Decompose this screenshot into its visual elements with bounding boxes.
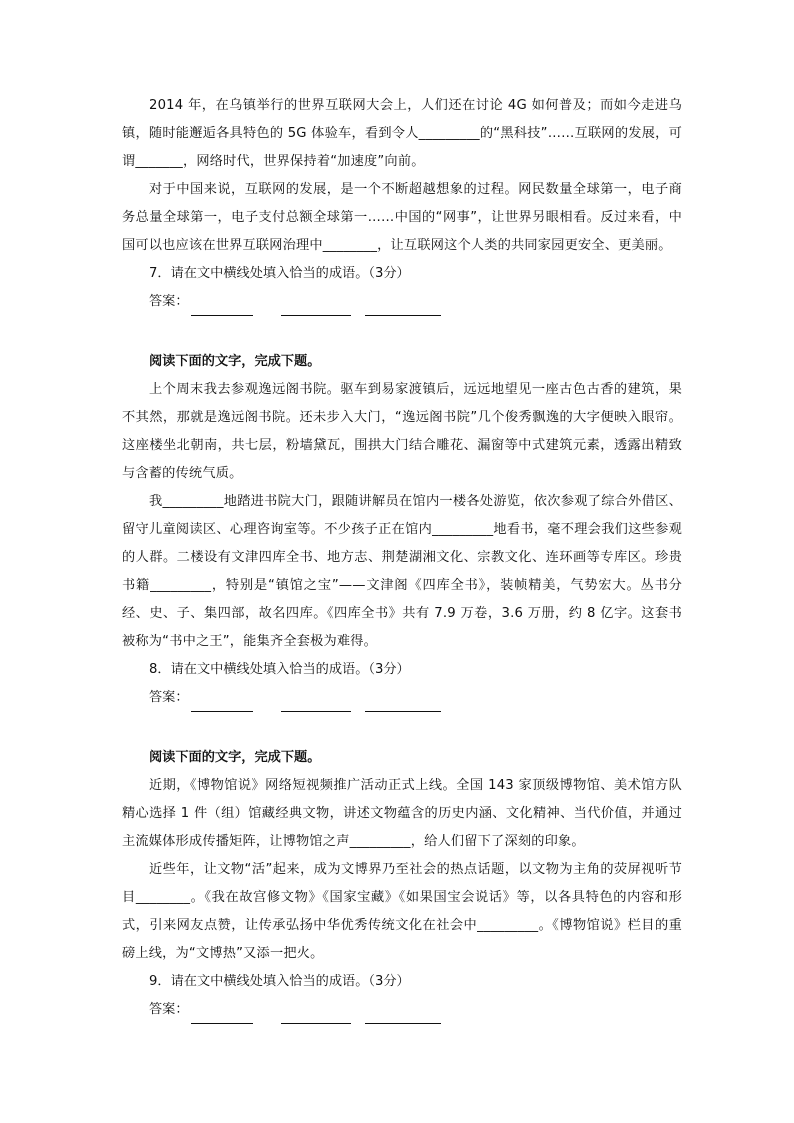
answer-blank-1[interactable] bbox=[191, 1005, 253, 1024]
answer-blank-3[interactable] bbox=[365, 1005, 441, 1024]
answer-blank-1[interactable] bbox=[191, 693, 253, 712]
passage-paragraph: 近些年，让文物“活”起来，成为文博界乃至社会的热点话题，以文物为主角的荧屏视听节目________。《我在故宫修文物》《国家宝藏》《如果国宝会说话》等，以各具特色的内容和形式，引来网友点赞，让传承弘扬中华优秀传统文化在社会中_________。《博物馆说》栏目的重磅上线，为“文博热”又添一把火。 bbox=[122, 862, 682, 961]
answer-label: 答案： bbox=[149, 690, 189, 705]
question-9: 9．请在文中横线处填入恰当的成语。（3分） bbox=[149, 974, 410, 989]
question-8: 8．请在文中横线处填入恰当的成语。（3分） bbox=[149, 662, 410, 677]
passage-section-1 bbox=[122, 92, 682, 316]
question-7: 7．请在文中横线处填入恰当的成语。（3分） bbox=[149, 266, 410, 281]
section-spacer bbox=[122, 712, 682, 744]
section-heading: 阅读下面的文字，完成下题。 bbox=[149, 354, 321, 369]
passage-paragraph: 近期，《博物馆说》网络短视频推广活动正式上线。全国 143 家顶级博物馆、美术馆方队精心选择 1 件（组）馆藏经典文物，讲述文物蕴含的历史内涵、文化精神、当代价值，并通过主流媒体形成传播矩阵，让博物馆之声_________，给人们留下了深刻的印象。 bbox=[122, 778, 682, 849]
passage-paragraph: 对于中国来说，互联网的发展，是一个不断超越想象的过程。网民数量全球第一，电子商务总量全球第一，电子支付总额全球第一……中国的“网事”，让世界另眼相看。反过来看，中国可以也应该在世界互联网治理中________，让互联网这个人类的共同家园更安全、更美丽。 bbox=[122, 182, 682, 253]
answer-blank-2[interactable] bbox=[281, 693, 351, 712]
answer-label: 答案： bbox=[149, 1002, 189, 1017]
answer-row-8 bbox=[122, 684, 682, 712]
section-spacer bbox=[122, 316, 682, 348]
passage-paragraph: 2014 年，在乌镇举行的世界互联网大会上，人们还在讨论 4G 如何普及；而如今走进乌镇，随时能邂逅各具特色的 5G 体验车，看到令人_________的“黑科技”……互联网的发展，可谓_______，网络时代，世界保持着“加速度”向前。 bbox=[122, 98, 682, 169]
answer-blank-2[interactable] bbox=[281, 1005, 351, 1024]
answer-row-7 bbox=[122, 288, 682, 316]
answer-blank-3[interactable] bbox=[365, 297, 441, 316]
passage-section-2 bbox=[122, 348, 682, 712]
passage-paragraph: 我_________地踏进书院大门，跟随讲解员在馆内一楼各处游览，依次参观了综合外借区、留守儿童阅读区、心理咨询室等。不少孩子正在馆内_________地看书，毫不理会我们这些参观的人群。二楼设有文津四库全书、地方志、荆楚湖湘文化、宗教文化、连环画等专库区。珍贵书籍_________，特别是“镇馆之宝”——文津阁《四库全书》，装帧精美，气势宏大。丛书分经、史、子、集四部，故名四库。《四库全书》共有 7.9 万卷，3.6 万册，约 8 亿字。这套书被称为“书中之王”，能集齐全套极为难得。 bbox=[122, 494, 682, 649]
section-heading: 阅读下面的文字，完成下题。 bbox=[149, 750, 321, 765]
passage-paragraph: 上个周末我去参观逸远阁书院。驱车到易家渡镇后，远远地望见一座古色古香的建筑，果不其然，那就是逸远阁书院。还未步入大门，“逸远阁书院”几个俊秀飘逸的大字便映入眼帘。这座楼坐北朝南，共七层，粉墙黛瓦，围拱大门结合雕花、漏窗等中式建筑元素，透露出精致与含蓄的传统气质。 bbox=[122, 382, 682, 481]
answer-row-9 bbox=[122, 996, 682, 1024]
answer-label: 答案： bbox=[149, 294, 189, 309]
answer-blank-2[interactable] bbox=[281, 297, 351, 316]
document-content bbox=[122, 92, 682, 1024]
answer-blank-3[interactable] bbox=[365, 693, 441, 712]
passage-section-3 bbox=[122, 744, 682, 1024]
answer-blank-1[interactable] bbox=[191, 297, 253, 316]
